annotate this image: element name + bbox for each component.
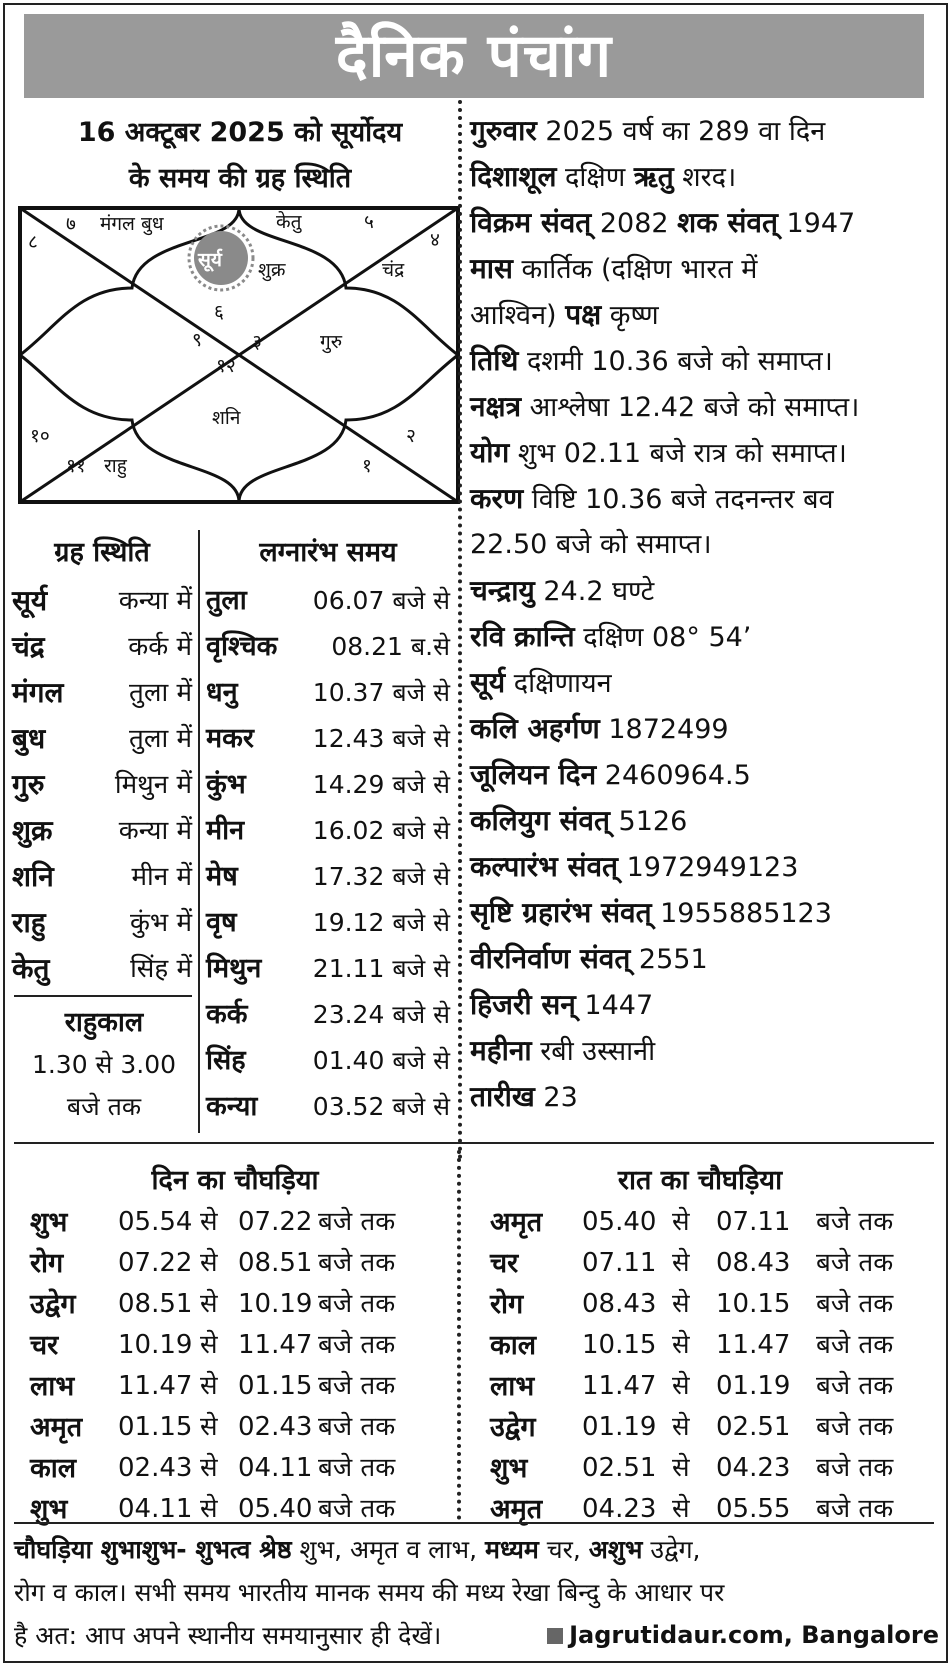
info-line — [470, 752, 940, 798]
info-label: दिशाशूल — [470, 160, 557, 193]
graha-row — [12, 716, 192, 762]
house-2: २ — [406, 425, 416, 447]
info-label: योग — [470, 436, 510, 469]
info-label: मास — [470, 252, 513, 285]
raat-choghadiya-heading: रात का चौघड़िया — [617, 1165, 783, 1196]
choghadiya-tak: बजे तक — [318, 1207, 396, 1237]
choghadiya-row — [30, 1202, 440, 1243]
house-12: १२ — [216, 355, 236, 377]
choghadiya-to: 05.55 — [716, 1494, 791, 1524]
lagna-row — [206, 624, 450, 670]
lagna-rashi: वृष — [206, 907, 237, 938]
footer-text-4: है अत: आप अपने स्थानीय समयानुसार ही देखें। — [14, 1621, 442, 1650]
info-line — [470, 200, 940, 246]
choghadiya-tak: बजे तक — [318, 1248, 396, 1278]
graha-row — [12, 762, 192, 808]
din-choghadiya-heading: दिन का चौघड़िया — [151, 1165, 319, 1196]
rahukaal-title: राहुकाल — [64, 1007, 144, 1038]
lagna-time: 23.24 बजे से — [312, 1000, 450, 1029]
lagna-row — [206, 670, 450, 716]
info-label: करण — [470, 482, 524, 515]
lagna-rashi: मकर — [206, 723, 254, 754]
info-label: पक्ष — [565, 298, 602, 331]
choghadiya-to: 11.47 — [238, 1330, 313, 1360]
choghadiya-se: से — [200, 1207, 218, 1237]
planet-ketu: केतु — [276, 211, 302, 233]
choghadiya-se: से — [200, 1412, 218, 1442]
lagna-rashi: कर्क — [206, 999, 248, 1030]
info-value: दक्षिण 08° 54’ — [574, 622, 752, 653]
info-line — [470, 798, 940, 844]
choghadiya-to: 08.51 — [238, 1248, 313, 1278]
footer-bold-2: मध्यम — [485, 1535, 539, 1564]
choghadiya-row — [30, 1284, 440, 1325]
choghadiya-name: शुभ — [30, 1207, 68, 1238]
choghadiya-from: 01.19 — [582, 1412, 657, 1442]
lagna-rashi: वृश्चिक — [206, 631, 278, 662]
graha-rashi: तुला में — [129, 724, 192, 754]
choghadiya-name: शुभ — [490, 1453, 528, 1484]
house-7: ७ — [66, 213, 76, 235]
planet-shani: शनि — [212, 407, 241, 429]
info-value: कार्तिक (दक्षिण भारत में — [512, 254, 758, 285]
graha-planet: राहु — [12, 906, 46, 939]
planet-rahu: राहु — [104, 455, 127, 477]
info-label: कलियुग संवत् — [470, 804, 610, 837]
graha-rashi: कुंभ में — [129, 908, 192, 938]
lagna-time: 01.40 बजे से — [312, 1046, 450, 1075]
choghadiya-name: शुभ — [30, 1494, 68, 1525]
choghadiya-to: 07.11 — [716, 1207, 791, 1237]
choghadiya-se: से — [672, 1289, 690, 1319]
choghadiya-from: 11.47 — [582, 1371, 657, 1401]
choghadiya-tak: बजे तक — [816, 1330, 894, 1360]
lagna-rashi: धनु — [206, 677, 238, 708]
info-value: 23 — [534, 1082, 578, 1113]
info-value: 2025 वर्ष का 289 वा दिन — [536, 116, 826, 147]
info-label: चन्द्रायु — [470, 574, 535, 607]
info-label: नक्षत्र — [470, 390, 522, 423]
info-value: 1947 — [777, 208, 856, 239]
info-label: सूर्य — [470, 666, 506, 699]
choghadiya-from: 10.15 — [582, 1330, 657, 1360]
info-label: रवि क्रान्ति — [470, 620, 575, 653]
chart-heading-line1: 16 अक्टूबर 2025 को सूर्योदय — [77, 117, 403, 148]
house-11: ११ — [66, 455, 86, 477]
graha-planet: सूर्य — [12, 584, 48, 617]
lagna-table — [206, 530, 450, 1130]
choghadiya-name: लाभ — [30, 1371, 75, 1402]
chart-heading-line2: के समय की ग्रह स्थिति — [128, 163, 352, 194]
planet-guru: गुरु — [320, 331, 343, 353]
info-value: 22.50 बजे को समाप्त। — [470, 529, 712, 560]
planet-mangal-budh: मंगल बुध — [100, 213, 164, 235]
choghadiya-se: से — [672, 1207, 690, 1237]
graha-row — [12, 900, 192, 946]
choghadiya-tak: बजे तक — [816, 1207, 894, 1237]
info-value: कृष्ण — [601, 300, 659, 331]
choghadiya-from: 08.43 — [582, 1289, 657, 1319]
choghadiya-se: से — [200, 1371, 218, 1401]
rahukaal-divider — [14, 995, 192, 997]
graha-row — [12, 808, 192, 854]
choghadiya-tak: बजे तक — [816, 1494, 894, 1524]
choghadiya-se: से — [200, 1453, 218, 1483]
choghadiya-tak: बजे तक — [318, 1412, 396, 1442]
choghadiya-tak: बजे तक — [318, 1494, 396, 1524]
info-label: हिजरी सन् — [470, 988, 576, 1021]
info-value: 1872499 — [599, 714, 729, 745]
house-4: ४ — [430, 229, 440, 251]
info-line — [470, 246, 940, 292]
planet-shukra: शुक्र — [258, 259, 286, 281]
choghadiya-from: 10.19 — [118, 1330, 193, 1360]
choghadiya-from: 01.15 — [118, 1412, 193, 1442]
choghadiya-row — [490, 1243, 910, 1284]
lagna-time: 08.21 ब.से — [331, 632, 450, 661]
choghadiya-se: से — [672, 1453, 690, 1483]
choghadiya-to: 02.51 — [716, 1412, 791, 1442]
graha-row — [12, 946, 192, 992]
graha-rashi: मीन में — [131, 862, 192, 892]
graha-planet: चंद्र — [12, 630, 45, 663]
choghadiya-name: अमृत — [490, 1207, 543, 1238]
choghadiya-from: 08.51 — [118, 1289, 193, 1319]
choghadiya-se: से — [672, 1412, 690, 1442]
lagna-time: 19.12 बजे से — [312, 908, 450, 937]
choghadiya-tak: बजे तक — [816, 1412, 894, 1442]
lagna-row — [206, 808, 450, 854]
graha-rashi: मिथुन में — [114, 770, 192, 800]
info-label: शक संवत् — [677, 206, 778, 239]
footer-line3 — [14, 1614, 939, 1657]
house-5: ५ — [364, 211, 374, 233]
info-value: 5126 — [609, 806, 688, 837]
graha-sthiti-table — [12, 530, 192, 992]
choghadiya-se: से — [200, 1248, 218, 1278]
kundli-svg — [18, 206, 460, 504]
info-line — [470, 890, 940, 936]
info-label: ऋतु — [633, 160, 674, 193]
lagna-time: 06.07 बजे से — [312, 586, 450, 615]
site-name: Jagrutidaur.com, Bangalore — [569, 1621, 939, 1649]
graha-rashi: कन्या में — [118, 586, 192, 616]
choghadiya-tak: बजे तक — [816, 1371, 894, 1401]
page-title: दैनिक पंचांग — [24, 14, 924, 98]
graha-rashi: कर्क में — [128, 632, 192, 662]
rahukaal-suffix: बजे तक — [66, 1092, 142, 1121]
choghadiya-name: रोग — [30, 1248, 64, 1279]
graha-row — [12, 854, 192, 900]
raat-choghadiya — [490, 1160, 910, 1530]
lagna-time: 14.29 बजे से — [312, 770, 450, 799]
lagna-row — [206, 762, 450, 808]
graha-planet: बुध — [12, 722, 46, 755]
choghadiya-row — [490, 1284, 910, 1325]
lagna-row — [206, 900, 450, 946]
house-3: ३ — [252, 331, 262, 353]
graha-row — [12, 578, 192, 624]
info-value: 2460964.5 — [596, 760, 751, 791]
choghadiya-se: से — [672, 1248, 690, 1278]
info-label: जूलियन दिन — [470, 758, 597, 791]
choghadiya-to: 10.15 — [716, 1289, 791, 1319]
info-label: वीरनिर्वाण संवत् — [470, 942, 631, 975]
choghadiya-se: से — [200, 1494, 218, 1524]
square-icon — [547, 1628, 563, 1644]
footer-text-1: शुभ, अमृत व लाभ, — [291, 1535, 485, 1564]
choghadiya-from: 05.40 — [582, 1207, 657, 1237]
info-line — [470, 936, 940, 982]
lagna-row — [206, 946, 450, 992]
house-6: ६ — [214, 301, 224, 323]
lagna-time: 16.02 बजे से — [312, 816, 450, 845]
info-line — [470, 660, 940, 706]
info-value: 2551 — [630, 944, 708, 975]
choghadiya-row — [30, 1407, 440, 1448]
graha-planet: मंगल — [12, 676, 64, 709]
kundli-chart — [18, 206, 460, 504]
lagna-row — [206, 578, 450, 624]
choghadiya-name: चर — [30, 1330, 59, 1361]
info-value: दक्षिण — [556, 162, 634, 193]
footer-text-2: चर, — [538, 1535, 589, 1564]
lagna-rashi: सिंह — [206, 1045, 246, 1076]
choghadiya-tak: बजे तक — [816, 1248, 894, 1278]
choghadiya-name: रोग — [490, 1289, 524, 1320]
info-label: महीना — [470, 1034, 532, 1067]
lagna-rashi: कन्या — [206, 1091, 258, 1122]
choghadiya-to: 04.11 — [238, 1453, 313, 1483]
choghadiya-from: 04.23 — [582, 1494, 657, 1524]
footer-divider — [14, 1522, 934, 1524]
choghadiya-name: काल — [30, 1453, 77, 1484]
info-line — [470, 384, 940, 430]
info-value: आश्लेषा 12.42 बजे को समाप्त। — [521, 392, 860, 423]
choghadiya-row — [490, 1448, 910, 1489]
vertical-divider-bottom — [457, 1150, 461, 1520]
table-divider — [198, 530, 200, 1133]
choghadiya-name: उद्वेग — [490, 1412, 536, 1443]
info-label: गुरुवार — [470, 114, 537, 147]
info-label: तिथि — [470, 344, 519, 377]
section-divider — [14, 1142, 934, 1144]
house-8: ८ — [28, 231, 38, 253]
footer-bold-1: चौघड़िया शुभाशुभ- शुभत्व श्रेष्ठ — [14, 1535, 292, 1564]
choghadiya-se: से — [200, 1330, 218, 1360]
planet-chandra: चंद्र — [382, 259, 405, 281]
info-line — [470, 154, 940, 200]
choghadiya-from: 11.47 — [118, 1371, 193, 1401]
info-label: तारीख — [470, 1080, 535, 1113]
lagna-row — [206, 854, 450, 900]
info-value: 2082 — [591, 208, 678, 239]
choghadiya-row — [30, 1448, 440, 1489]
site-credit — [547, 1614, 939, 1657]
choghadiya-to: 04.23 — [716, 1453, 791, 1483]
info-value: शुभ 02.11 बजे रात्र को समाप्त। — [509, 438, 847, 469]
info-label: कलि अहर्गण — [470, 712, 600, 745]
choghadiya-tak: बजे तक — [318, 1289, 396, 1319]
info-value: दक्षिणायन — [505, 668, 612, 699]
footer-line2: रोग व काल। सभी समय भारतीय मानक समय की मध्य रेखा बिन्दु के आधार पर — [14, 1578, 725, 1607]
info-label: विक्रम संवत् — [470, 206, 592, 239]
graha-planet: गुरु — [12, 768, 45, 801]
info-line — [470, 614, 940, 660]
choghadiya-row — [490, 1407, 910, 1448]
lagna-heading: लग्नारंभ समय — [259, 537, 397, 568]
choghadiya-to: 07.22 — [238, 1207, 313, 1237]
choghadiya-tak: बजे तक — [318, 1371, 396, 1401]
panchang-info — [470, 108, 940, 1120]
choghadiya-name: उद्वेग — [30, 1289, 76, 1320]
graha-planet: केतु — [12, 952, 50, 985]
lagna-time: 10.37 बजे से — [312, 678, 450, 707]
choghadiya-from: 07.11 — [582, 1248, 657, 1278]
footer-text-3: उद्वेग, — [642, 1535, 701, 1564]
info-value: 1955885123 — [651, 898, 832, 929]
info-line — [470, 476, 940, 522]
choghadiya-row — [30, 1243, 440, 1284]
choghadiya-from: 07.22 — [118, 1248, 193, 1278]
choghadiya-from: 04.11 — [118, 1494, 193, 1524]
house-10: १० — [30, 425, 50, 447]
choghadiya-row — [490, 1325, 910, 1366]
graha-sthiti-heading: ग्रह स्थिति — [54, 537, 150, 568]
choghadiya-to: 10.19 — [238, 1289, 313, 1319]
rahukaal-box — [14, 1002, 194, 1128]
info-line — [470, 844, 940, 890]
choghadiya-row — [490, 1202, 910, 1243]
choghadiya-se: से — [672, 1371, 690, 1401]
graha-rashi: सिंह में — [130, 954, 192, 984]
rahukaal-time: 1.30 से 3.00 — [31, 1050, 177, 1079]
choghadiya-row — [490, 1366, 910, 1407]
graha-row — [12, 670, 192, 716]
choghadiya-name: अमृत — [30, 1412, 83, 1443]
lagna-rashi: मीन — [206, 815, 245, 846]
choghadiya-row — [30, 1366, 440, 1407]
choghadiya-from: 05.54 — [118, 1207, 193, 1237]
house-1: १ — [362, 455, 372, 477]
info-line — [470, 1028, 940, 1074]
lagna-row — [206, 716, 450, 762]
footer-line1 — [14, 1528, 939, 1571]
info-line — [470, 706, 940, 752]
choghadiya-tak: बजे तक — [318, 1453, 396, 1483]
info-line — [470, 1074, 940, 1120]
choghadiya-se: से — [200, 1289, 218, 1319]
lagna-row — [206, 992, 450, 1038]
choghadiya-se: से — [672, 1494, 690, 1524]
info-line — [470, 522, 940, 568]
din-choghadiya — [30, 1160, 440, 1530]
graha-rashi: कन्या में — [118, 816, 192, 846]
lagna-rashi: मिथुन — [206, 953, 262, 984]
info-value: शरद। — [673, 162, 737, 193]
choghadiya-row — [30, 1325, 440, 1366]
choghadiya-to: 05.40 — [238, 1494, 313, 1524]
lagna-row — [206, 1084, 450, 1130]
info-line — [470, 982, 940, 1028]
footer-bold-3: अशुभ — [588, 1535, 643, 1564]
choghadiya-to: 11.47 — [716, 1330, 791, 1360]
choghadiya-name: लाभ — [490, 1371, 535, 1402]
choghadiya-from: 02.43 — [118, 1453, 193, 1483]
choghadiya-tak: बजे तक — [816, 1289, 894, 1319]
choghadiya-tak: बजे तक — [318, 1330, 396, 1360]
graha-planet: शुक्र — [12, 814, 53, 847]
info-line — [470, 108, 940, 154]
info-value: रबी उस्सानी — [531, 1036, 656, 1067]
lagna-time: 03.52 बजे से — [312, 1092, 450, 1121]
info-line — [470, 292, 940, 338]
choghadiya-to: 02.43 — [238, 1412, 313, 1442]
choghadiya-to: 08.43 — [716, 1248, 791, 1278]
info-value: दशमी 10.36 बजे को समाप्त। — [518, 346, 833, 377]
choghadiya-name: अमृत — [490, 1494, 543, 1525]
info-value: आश्विन) — [470, 300, 566, 331]
lagna-time: 12.43 बजे से — [312, 724, 450, 753]
choghadiya-to: 01.15 — [238, 1371, 313, 1401]
lagna-time: 21.11 बजे से — [312, 954, 450, 983]
planet-surya: सूर्य — [198, 249, 222, 271]
info-label: सृष्टि ग्रहारंभ संवत् — [470, 896, 652, 929]
info-value: 1447 — [575, 990, 654, 1021]
chart-heading — [20, 110, 460, 202]
lagna-time: 17.32 बजे से — [312, 862, 450, 891]
house-9: ९ — [192, 329, 202, 351]
choghadiya-name: चर — [490, 1248, 519, 1279]
lagna-rashi: तुला — [206, 585, 247, 616]
choghadiya-from: 02.51 — [582, 1453, 657, 1483]
lagna-rashi: कुंभ — [206, 769, 246, 800]
vertical-divider-top — [458, 100, 462, 1160]
info-value: विष्टि 10.36 बजे तदनन्तर बव — [523, 484, 834, 515]
footer-note — [14, 1528, 939, 1657]
graha-row — [12, 624, 192, 670]
info-value: 1972949123 — [618, 852, 799, 883]
graha-planet: शनि — [12, 860, 54, 893]
choghadiya-tak: बजे तक — [816, 1453, 894, 1483]
lagna-rashi: मेष — [206, 861, 238, 892]
info-value: 24.2 घण्टे — [534, 576, 655, 607]
choghadiya-to: 01.19 — [716, 1371, 791, 1401]
lagna-row — [206, 1038, 450, 1084]
info-line — [470, 430, 940, 476]
choghadiya-se: से — [672, 1330, 690, 1360]
info-label: कल्पारंभ संवत् — [470, 850, 619, 883]
graha-rashi: तुला में — [129, 678, 192, 708]
info-line — [470, 338, 940, 384]
info-line — [470, 568, 940, 614]
choghadiya-name: काल — [490, 1330, 537, 1361]
